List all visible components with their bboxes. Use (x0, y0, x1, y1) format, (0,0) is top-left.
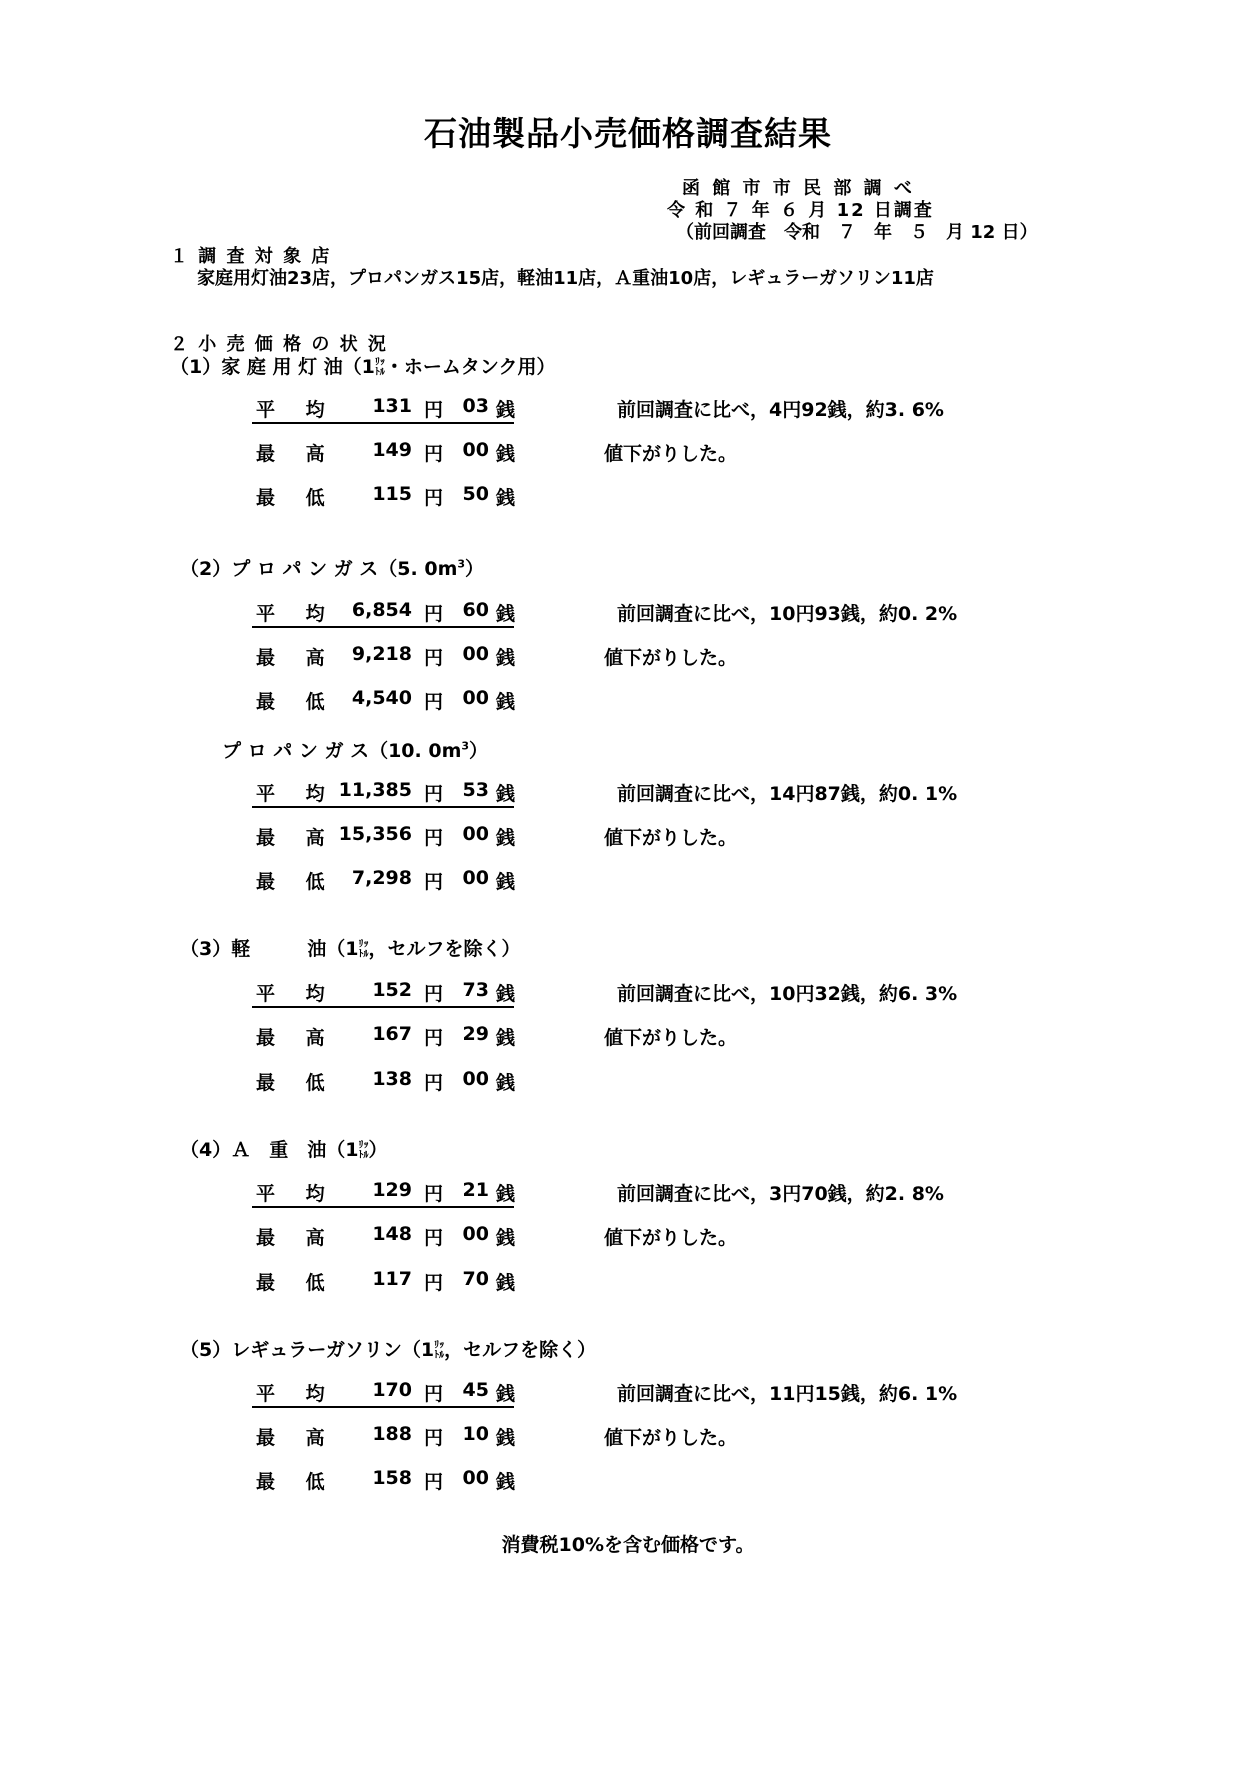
unit-liter: ﾘｯ ﾄﾙ (374, 356, 385, 378)
item-title-a-heavy-oil: （4）Ａ 重 油（1ﾘｯ ﾄﾙ） (180, 1139, 388, 1161)
underline (252, 806, 514, 808)
unit-liter: ﾘｯ ﾄﾙ (358, 1139, 369, 1161)
trend-text: 値下がりした。 (604, 443, 738, 465)
unit-liter: ﾘｯ ﾄﾙ (358, 938, 369, 960)
item-title-propane-10: プ ロ パ ン ガ ス（10. $0m^3$） (222, 739, 489, 762)
underline (252, 1406, 514, 1408)
trend-text: 値下がりした。 (604, 647, 738, 669)
item-title-rest: ・ホームタンク用） (384, 356, 556, 378)
item-title-main: （1）家 庭 用 灯 油（1 (170, 356, 375, 378)
item-title-diesel: （3）軽 油（1ﾘｯ ﾄﾙ，セルフを除く） (180, 938, 521, 960)
comparison-text: 前回調査に比べ，10円93銭，約0. 2% (617, 603, 958, 625)
comparison-text: 前回調査に比べ，11円15銭，約6. 1% (617, 1383, 958, 1405)
underline (252, 626, 514, 628)
comparison-text: 前回調査に比べ，10円32銭，約6. 3% (617, 983, 958, 1005)
tax-note: 消費税10%を含む価格です。 (501, 1534, 755, 1556)
item-title-kerosene (170, 352, 556, 379)
section2-heading: ２ 小 売 価 格 の 状 況 (170, 334, 388, 355)
underline (252, 1006, 514, 1008)
trend-text: 値下がりした。 (604, 827, 738, 849)
survey-date: 令 和 ７ 年 ６ 月 12 日調査 (667, 200, 934, 221)
item-title-propane-5: （2）プ ロ パ ン ガ ス（5. $0m^3$） (180, 557, 485, 580)
item-title-regular-gasoline: （5）レギュラーガソリン（1ﾘｯ ﾄﾙ，セルフを除く） (180, 1339, 597, 1361)
trend-text: 値下がりした。 (604, 1227, 738, 1249)
previous-survey-date: （前回調査 令和 ７ 年 ５ 月 12 日） (676, 222, 1038, 243)
trend-text: 値下がりした。 (604, 1027, 738, 1049)
trend-text: 値下がりした。 (604, 1427, 738, 1449)
page-title: 石油製品小売価格調査結果 (424, 114, 832, 153)
underline (252, 422, 514, 424)
underline (252, 1206, 514, 1208)
comparison-text: 前回調査に比べ，14円87銭，約0. 1% (617, 783, 958, 805)
unit-liter: ﾘｯ ﾄﾙ (434, 1339, 445, 1361)
target-stores-text: 家庭用灯油23店，プロパンガス15店，軽油11店，Ａ重油10店，レギュラーガソリン11店 (197, 268, 934, 289)
comparison-text: 前回調査に比べ，3円70銭，約2. 8% (617, 1183, 944, 1205)
survey-org: 函 館 市 市 民 部 調 べ (682, 178, 915, 199)
comparison-text: 前回調査に比べ，4円92銭，約3. 6% (617, 399, 944, 421)
section1-heading: １ 調 査 対 象 店 (170, 246, 332, 267)
